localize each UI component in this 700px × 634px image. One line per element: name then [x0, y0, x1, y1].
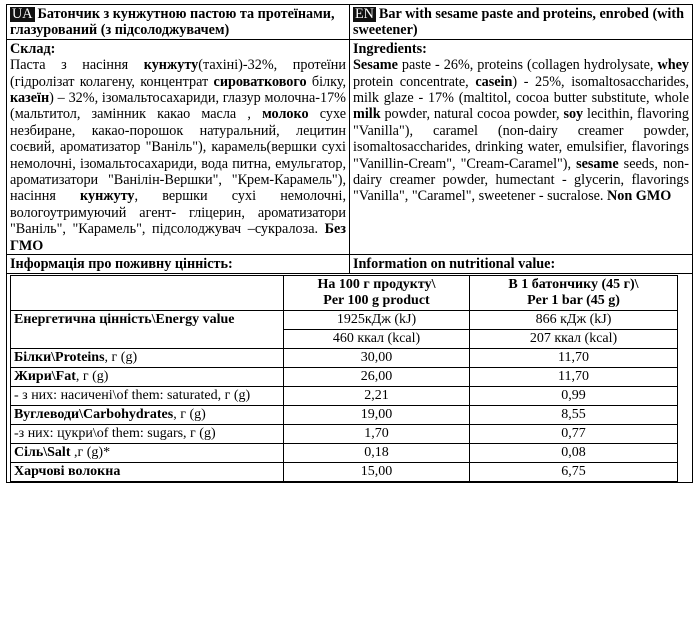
per100-header: На 100 г продукту\ Per 100 g product [284, 275, 470, 310]
nutrition-table-row [7, 273, 693, 482]
label-table [6, 4, 693, 483]
ua-ingredients-cell [7, 39, 350, 254]
table-row [11, 443, 678, 462]
table-row [11, 386, 678, 405]
salt-perbar: 0,08 [470, 443, 678, 462]
ua-language-tag: UA [12, 6, 33, 22]
sugars-label: -з них: цукри\of them: sugars, г (g) [11, 424, 284, 443]
nutrition-table-cell [7, 273, 693, 482]
nutrition-table [10, 275, 678, 482]
ingredients-row [7, 39, 693, 254]
title-row [7, 5, 693, 40]
ua-product-title: Батончик з кунжутною пастою та протеїнами, глазурований (з підсолоджувачем) [10, 6, 335, 39]
table-row [11, 348, 678, 367]
carbohydrates-per100: 19,00 [284, 405, 470, 424]
nutrition-heading-row [7, 255, 693, 273]
table-row [11, 310, 678, 329]
sugars-per100: 1,70 [284, 424, 470, 443]
ua-ingredients-heading: Склад: [10, 40, 56, 57]
proteins-label: Білки\Proteins, г (g) [11, 348, 284, 367]
en-ingredients-heading: Ingredients: [353, 40, 427, 57]
fat-perbar: 11,70 [470, 367, 678, 386]
en-nutrition-heading: Information on nutritional value: [350, 255, 693, 273]
energy-kcal-per100: 460 ккал (kcal) [284, 329, 470, 348]
table-row [11, 462, 678, 481]
table-row [11, 405, 678, 424]
proteins-per100: 30,00 [284, 348, 470, 367]
fiber-label: Харчові волокна [11, 462, 284, 481]
ua-title-cell [7, 5, 350, 40]
en-ingredients-text: Sesame paste - 26%, proteins (collagen hydrolysate, whey protein concentrate, casein) - 25%, isomaltosaccharides, milk glaze - 17% (maltitol, cocoa butter substitute, whole milk powder, natural cocoa powder, soy lecithin, flavoring "Vanilla"), caramel (non-dairy creamer powder, isomaltosaccharides, drinking water, emulsifier, flavorings "Vanillin-Cream", "Cream-Caramel"), sesame seeds, non-dairy creamer powder, humectant - glycerin, flavorings "Vanilla", "Caramel", sweetener - sucralose. Non GMO [353, 57, 689, 205]
en-title-cell [350, 5, 693, 40]
nutrition-header-row [11, 275, 678, 310]
carbohydrates-perbar: 8,55 [470, 405, 678, 424]
fiber-per100: 15,00 [284, 462, 470, 481]
fat-per100: 26,00 [284, 367, 470, 386]
salt-label: Сіль\Salt ,г (g)* [11, 443, 284, 462]
salt-per100: 0,18 [284, 443, 470, 462]
carbohydrates-label: Вуглеводи\Carbohydrates, г (g) [11, 405, 284, 424]
fat-label: Жири\Fat, г (g) [11, 367, 284, 386]
ua-nutrition-heading: Інформація про поживну цінність: [7, 255, 350, 273]
empty-header-cell [11, 275, 284, 310]
energy-label: Енергетична цінність\Energy value [11, 310, 284, 348]
energy-kj-per100: 1925кДж (kJ) [284, 310, 470, 329]
en-language-tag: EN [355, 6, 374, 22]
saturated-label: - з них: насичені\of them: saturated, г (g) [11, 386, 284, 405]
energy-kcal-perbar: 207 ккал (kcal) [470, 329, 678, 348]
en-ingredients-cell [350, 39, 693, 254]
table-row [11, 367, 678, 386]
table-row [11, 424, 678, 443]
fiber-perbar: 6,75 [470, 462, 678, 481]
en-product-title: Bar with sesame paste and proteins, enrobed (with sweetener) [353, 6, 684, 39]
perbar-header: В 1 батончику (45 г)\ Per 1 bar (45 g) [470, 275, 678, 310]
saturated-per100: 2,21 [284, 386, 470, 405]
saturated-perbar: 0,99 [470, 386, 678, 405]
energy-kj-perbar: 866 кДж (kJ) [470, 310, 678, 329]
sugars-perbar: 0,77 [470, 424, 678, 443]
ua-ingredients-text: Паста з насіння кунжуту(тахіні)-32%, протеїни (гідролізат колагену, концентрат сироваткового білку, казеїн) – 32%, ізомальтосахариди, глазур молочна-17% (мальтитол, замінник какао масла , молоко сухе незбиране, какао-порошок натуральний, лецитин соєвий, ароматизатор "Ваніль"), карамель(вершки сухі немолочні, ізомальтосахариди, вода питна, емульгатор, ароматизатори "Ванілін-Вершки", "Крем-Карамель"), насіння кунжуту, вершки сухі немолочні, вологоутримуючий агент- гліцерин, ароматизатори "Ваніль", "Карамель", підсолоджувач –сукралоза. Без ГМО [10, 57, 347, 254]
proteins-perbar: 11,70 [470, 348, 678, 367]
